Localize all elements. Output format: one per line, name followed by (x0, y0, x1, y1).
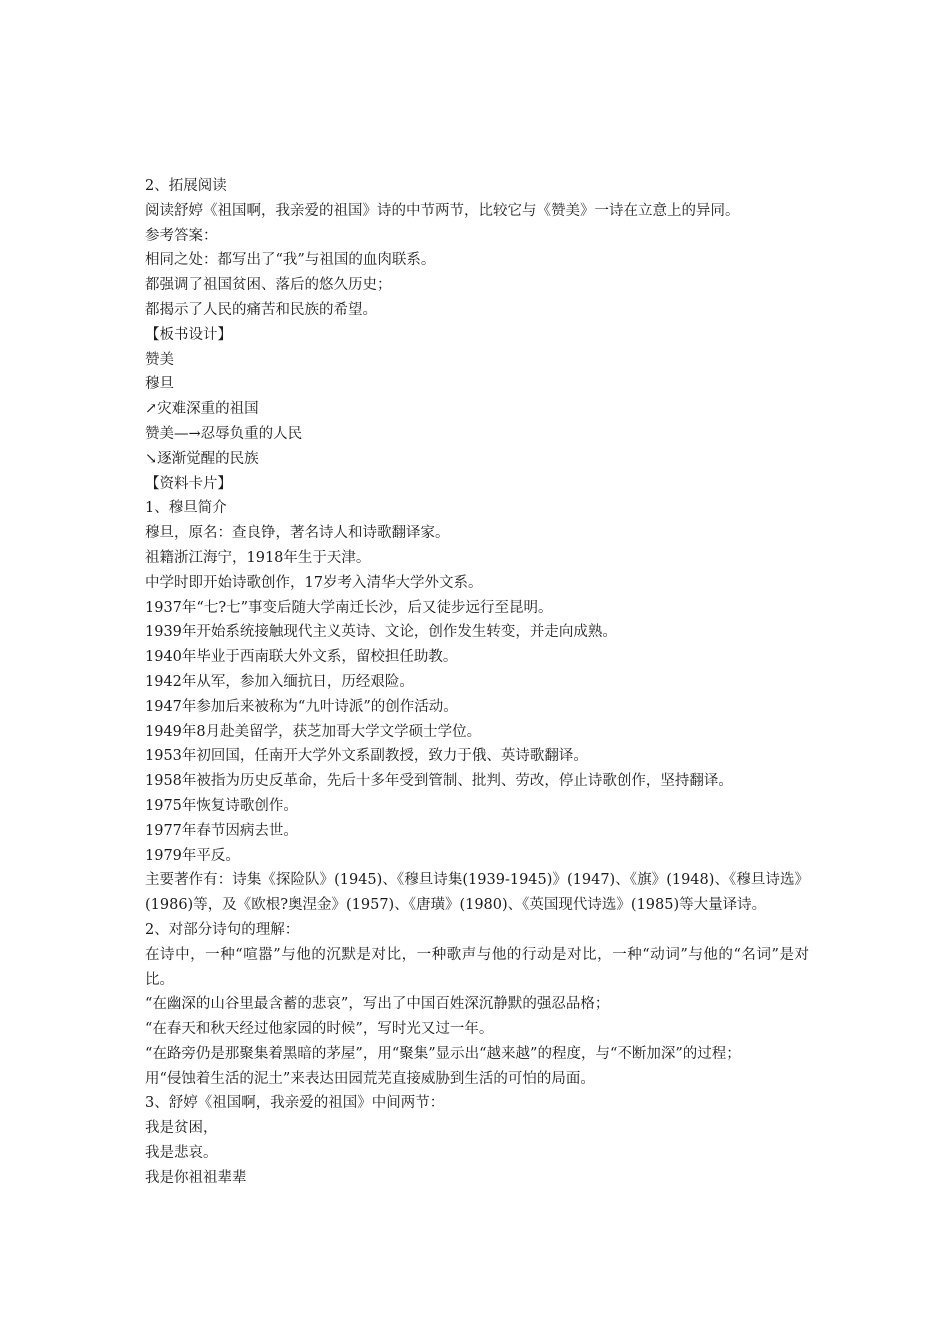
bio-line: 1977年春节因病去世。 (145, 822, 298, 839)
poem-line: 我是悲哀。 (145, 1145, 218, 1162)
major-works-paragraph: 主要著作有：诗集《探险队》(1945)、《穆旦诗集(1939-1945)》(1947)、《旗》(1948)、《穆旦诗选》(1986)等，及《欧根?奥涅金》(1957)、《唐璜》(1980)、《英国现代诗选》(1985)等大量译诗。 (145, 872, 809, 914)
bio-line: 1979年平反。 (145, 847, 240, 864)
answer-line: 都揭示了人民的痛苦和民族的希望。 (145, 301, 377, 318)
answer-line: 都强调了祖国贫困、落后的悠久历史； (145, 277, 392, 294)
gather-paragraph: “在路旁仍是那聚集着黑暗的茅屋”，用“聚集”显示出“越来越”的程度，与“不断加深”的过程； (145, 1045, 741, 1062)
analysis-line: “在幽深的山谷里最含蓄的悲哀”，写出了中国百姓深沉静默的强忍品格； (145, 996, 610, 1013)
analysis-line: “在春天和秋天经过他家园的时候”，写时光又过一年。 (145, 1021, 494, 1038)
bio-line: 1975年恢复诗歌创作。 (145, 797, 298, 814)
poem-line: 我是贫困， (145, 1120, 218, 1137)
heading-extended-reading: 2、拓展阅读 (145, 178, 227, 194)
bio-line: 1939年开始系统接触现代主义英诗、文论，创作发生转变，并走向成熟。 (145, 624, 617, 641)
bio-line: 1953年初回国，任南开大学外文系副教授，致力于俄、英诗歌翻译。 (145, 748, 588, 765)
heading-biography: 1、穆旦简介 (145, 500, 227, 517)
document-body (145, 174, 809, 1191)
contrast-paragraph: 在诗中，一种“喧嚣”与他的沉默是对比，一种歌声与他的行动是对比，一种“动词”与他的“名词”是对比。 (145, 946, 809, 988)
board-title: 赞美 (145, 351, 174, 368)
heading-poem-understanding: 2、对部分诗句的理解： (145, 921, 300, 938)
analysis-line: 用“侵蚀着生活的泥土”来表达田园荒芜直接威胁到生活的可怕的局面。 (145, 1070, 595, 1087)
bio-line: 祖籍浙江海宁，1918年生于天津。 (145, 549, 371, 566)
board-branch-middle: 赞美—→忍辱负重的人民 (145, 425, 303, 442)
board-branch-down: ↘逐渐觉醒的民族 (145, 450, 259, 467)
answer-line: 相同之处：都写出了“我”与祖国的血肉联系。 (145, 252, 436, 269)
reading-task: 阅读舒婷《祖国啊，我亲爱的祖国》诗的中节两节，比较它与《赞美》一诗在立意上的异同。 (145, 202, 740, 219)
reference-answer-label: 参考答案： (145, 227, 218, 244)
bio-line: 1940年毕业于西南联大外文系，留校担任助教。 (145, 649, 458, 666)
board-branch-up: ↗灾难深重的祖国 (145, 401, 259, 418)
bio-line: 1958年被指为历史反革命，先后十多年受到管制、批判、劳改，停止诗歌创作，坚持翻译。 (145, 773, 733, 790)
bio-line: 1942年从军，参加入缅抗日，历经艰险。 (145, 673, 414, 690)
bio-line: 1949年8月赴美留学，获芝加哥大学文学硕士学位。 (145, 723, 482, 740)
poem-line: 我是你祖祖辈辈 (145, 1169, 247, 1186)
board-author: 穆旦 (145, 376, 174, 393)
bio-line: 1947年参加后来被称为“九叶诗派”的创作活动。 (145, 698, 458, 715)
heading-board-design: 【板书设计】 (145, 326, 232, 343)
heading-info-card: 【资料卡片】 (145, 475, 232, 492)
bio-line: 1937年“七?七”事变后随大学南迁长沙，后又徒步远行至昆明。 (145, 599, 553, 616)
bio-line: 中学时即开始诗歌创作，17岁考入清华大学外文系。 (145, 574, 483, 591)
bio-line: 穆旦，原名：查良铮，著名诗人和诗歌翻译家。 (145, 525, 450, 542)
heading-shuting-poem: 3、舒婷《祖国啊，我亲爱的祖国》中间两节： (145, 1095, 445, 1112)
